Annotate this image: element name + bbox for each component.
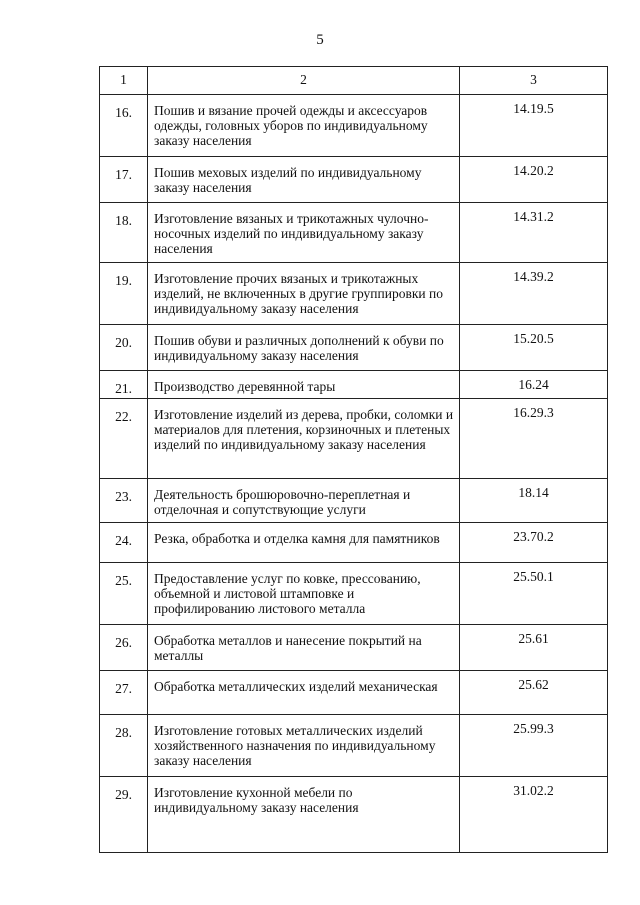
row-code: 25.62: [460, 671, 608, 715]
table-row: [100, 95, 608, 157]
table-header-row: [100, 67, 608, 95]
row-number: 29.: [100, 777, 148, 853]
row-number: 23.: [100, 479, 148, 523]
row-description: Деятельность брошюровочно-переплетная и отделочная и сопутствующие услуги: [148, 479, 460, 523]
row-description: Изготовление готовых металлических изделий хозяйственного назначения по индивидуальному заказу населения: [148, 715, 460, 777]
row-number: 28.: [100, 715, 148, 777]
table-row: [100, 157, 608, 203]
row-number: 22.: [100, 399, 148, 479]
row-number: 17.: [100, 157, 148, 203]
table-row: [100, 371, 608, 399]
row-description: Предоставление услуг по ковке, прессованию, объемной и листовой штамповке и профилированию листового металла: [148, 563, 460, 625]
row-description: Пошив обуви и различных дополнений к обуви по индивидуальному заказу населения: [148, 325, 460, 371]
row-code: 15.20.5: [460, 325, 608, 371]
header-col-3: 3: [460, 67, 608, 95]
table-row: [100, 325, 608, 371]
row-description: Изготовление изделий из дерева, пробки, соломки и материалов для плетения, корзиночных и плетеных изделий по индивидуальному заказу населения: [148, 399, 460, 479]
row-number: 26.: [100, 625, 148, 671]
table-row: [100, 479, 608, 523]
table-row: [100, 777, 608, 853]
row-description: Обработка металлов и нанесение покрытий на металлы: [148, 625, 460, 671]
table-row: [100, 263, 608, 325]
row-code: 14.19.5: [460, 95, 608, 157]
row-number: 18.: [100, 203, 148, 263]
row-code: 18.14: [460, 479, 608, 523]
table-row: [100, 671, 608, 715]
row-number: 16.: [100, 95, 148, 157]
row-description: Изготовление кухонной мебели по индивидуальному заказу населения: [148, 777, 460, 853]
row-description: Обработка металлических изделий механическая: [148, 671, 460, 715]
table-row: [100, 203, 608, 263]
table-row: [100, 625, 608, 671]
row-code: 25.50.1: [460, 563, 608, 625]
row-description: Пошив меховых изделий по индивидуальному заказу населения: [148, 157, 460, 203]
row-code: 14.39.2: [460, 263, 608, 325]
row-code: 14.20.2: [460, 157, 608, 203]
row-description: Производство деревянной тары: [148, 371, 460, 399]
row-number: 20.: [100, 325, 148, 371]
row-code: 31.02.2: [460, 777, 608, 853]
row-number: 25.: [100, 563, 148, 625]
row-number: 19.: [100, 263, 148, 325]
table-row: [100, 563, 608, 625]
row-code: 14.31.2: [460, 203, 608, 263]
row-description: Пошив и вязание прочей одежды и аксессуаров одежды, головных уборов по индивидуальному заказу населения: [148, 95, 460, 157]
row-code: 25.61: [460, 625, 608, 671]
activity-table: [99, 66, 608, 853]
table-row: [100, 399, 608, 479]
row-code: 23.70.2: [460, 523, 608, 563]
row-number: 27.: [100, 671, 148, 715]
row-code: 25.99.3: [460, 715, 608, 777]
header-col-2: 2: [148, 67, 460, 95]
row-description: Резка, обработка и отделка камня для памятников: [148, 523, 460, 563]
row-description: Изготовление прочих вязаных и трикотажных изделий, не включенных в другие группировки по индивидуальному заказу населения: [148, 263, 460, 325]
row-number: 21.: [100, 371, 148, 399]
page-number: 5: [316, 32, 324, 48]
row-description: Изготовление вязаных и трикотажных чулочно-носочных изделий по индивидуальному заказу населения: [148, 203, 460, 263]
row-code: 16.29.3: [460, 399, 608, 479]
table-row: [100, 523, 608, 563]
row-number: 24.: [100, 523, 148, 563]
table-row: [100, 715, 608, 777]
header-col-1: 1: [100, 67, 148, 95]
row-code: 16.24: [460, 371, 608, 399]
